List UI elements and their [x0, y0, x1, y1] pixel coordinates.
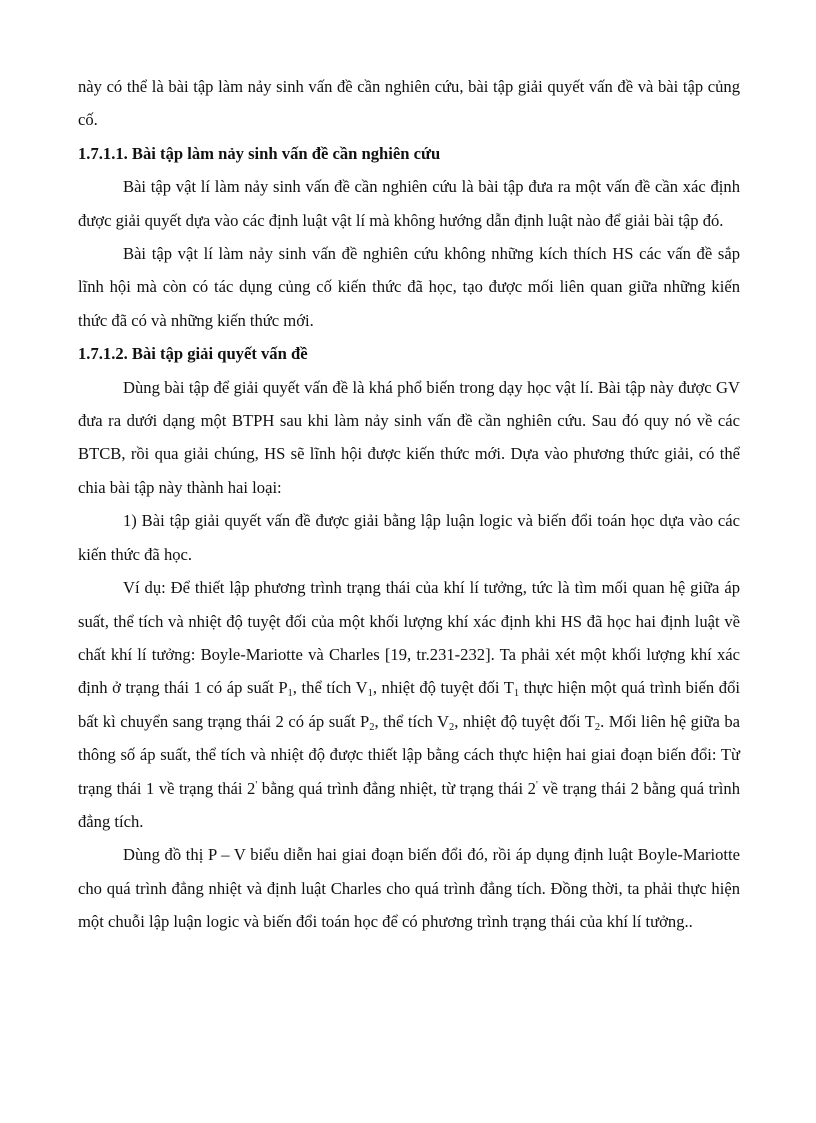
prime-mark: ': [535, 779, 538, 791]
body-paragraph: Dùng bài tập để giải quyết vấn đề là khá phổ biến trong dạy học vật lí. Bài tập này được GV đưa ra dưới dạng một BTPH sau khi làm nảy sinh vấn đề cần nghiên cứu. Sau đó quy nó về các BTCB, rồi qua giải chúng, HS sẽ lĩnh hội được kiến thức mới. Dựa vào phương thức giải, có thể chia bài tập này thành hai loại:: [78, 377, 740, 497]
numbered-item: 1) Bài tập giải quyết vấn đề được giải bằng lập luận logic và biến đổi toán học dựa vào các kiến thức đã học.: [78, 511, 740, 564]
example-text: về trạng thái 2 bằng quá trình đẳng tích.: [78, 778, 740, 831]
document-page: [78, 70, 740, 939]
subscript: 1: [367, 688, 373, 700]
example-text: thực hiện một quá trình biến đổi bất kì chuyển sang trạng thái 2 có áp suất P: [78, 678, 740, 731]
body-paragraph: Bài tập vật lí làm nảy sinh vấn đề nghiên cứu không những kích thích HS các vấn đề sắp lĩnh hội mà còn có tác dụng củng cố kiến thức đã học, tạo được mối liên quan giữa những kiến thức đã có và những kiến thức mới.: [78, 244, 740, 330]
subscript: 1: [513, 688, 520, 700]
example-text: . Mối liên hệ giữa ba thông số áp suất, thể tích và nhiệt độ được thiết lập bằng cách thực hiện hai giai đoạn biến đổi: Từ trạng thái 1 về trạng thái 2: [78, 711, 741, 798]
subscript: 2: [369, 721, 375, 733]
example-text: , thể tích V: [292, 678, 368, 698]
example-text: Ví dụ: Để thiết lập phương trình trạng thái của khí lí tưởng, tức là tìm mối quan hệ giữa áp suất, thể tích và nhiệt độ tuyệt đối của một khối lượng khí xác định khi HS đã học hai định luật về chất khí lí tưởng: Boyle-Mariotte và Charles [19, tr.231-232]. Ta phải xét một khối lượng khí xác định ở trạng thái 1 có áp suất P: [78, 578, 740, 698]
body-paragraph: Dùng đồ thị P – V biểu diễn hai giai đoạn biến đổi đó, rồi áp dụng định luật Boyle-Mariotte cho quá trình đẳng nhiệt và định luật Charles cho quá trình đẳng tích. Đồng thời, ta phải thực hiện một chuỗi lập luận logic và biến đổi toán học để có phương trình trạng thái của khí lí tưởng..: [78, 845, 740, 932]
subscript: 2: [594, 721, 601, 733]
intro-paragraph: này có thể là bài tập làm nảy sinh vấn đề cần nghiên cứu, bài tập giải quyết vấn đề và bài tập củng cố.: [78, 77, 740, 130]
example-text: , thể tích V: [374, 711, 449, 731]
example-text: bằng quá trình đẳng nhiệt, từ trạng thái 2: [257, 778, 536, 798]
section-heading-1-7-1-1: 1.7.1.1. Bài tập làm nảy sinh vấn đề cần nghiên cứu: [78, 143, 441, 163]
body-paragraph: Bài tập vật lí làm nảy sinh vấn đề cần nghiên cứu là bài tập đưa ra một vấn đề cần xác định được giải quyết dựa vào các định luật vật lí mà không hướng dẫn định luật nào để giải bài tập đó.: [78, 177, 740, 230]
subscript: 1: [287, 688, 293, 700]
subscript: 2: [448, 721, 455, 733]
example-text: , nhiệt độ tuyệt đối T: [372, 678, 514, 698]
prime-mark: ': [255, 779, 258, 791]
example-paragraph: [78, 571, 740, 838]
example-text: , nhiệt độ tuyệt đối T: [454, 711, 595, 731]
section-heading-1-7-1-2: 1.7.1.2. Bài tập giải quyết vấn đề: [78, 344, 308, 364]
